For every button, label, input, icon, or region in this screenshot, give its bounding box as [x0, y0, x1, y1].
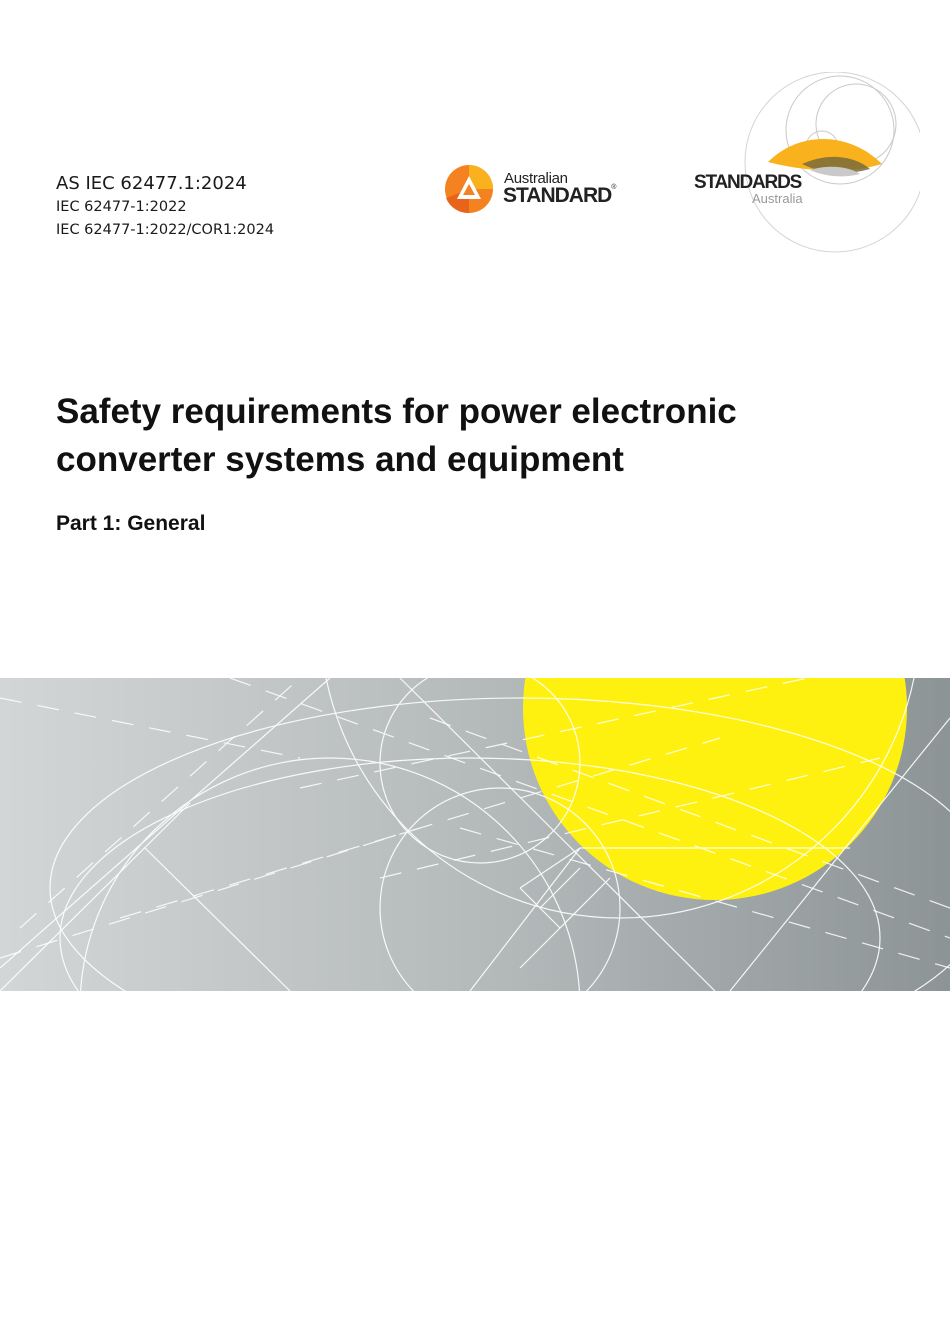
iec-number: IEC 62477-1:2022 [56, 199, 187, 215]
part-subtitle: Part 1: General [56, 512, 206, 535]
standard-number: AS IEC 62477.1:2024 [56, 173, 247, 194]
logo-word-standards: STANDARDS [694, 172, 802, 193]
title-line-2: converter systems and equipment [56, 440, 624, 479]
logo-word-australian: Australian [504, 170, 568, 187]
logo-word-australia: Australia [752, 191, 803, 206]
decorative-banner [0, 678, 950, 991]
logo-word-standard: STANDARD® [503, 184, 616, 207]
title-line-1: Safety requirements for power electronic [56, 392, 737, 431]
australian-standard-logo [444, 164, 634, 216]
standards-australia-logo [690, 72, 920, 282]
triangle-in-circle-icon [444, 164, 496, 216]
document-title [56, 388, 896, 484]
registered-mark: ® [611, 184, 616, 191]
document-identifiers [56, 172, 274, 242]
banner-graphic [0, 678, 950, 991]
iec-corrigendum-number: IEC 62477-1:2022/COR1:2024 [56, 222, 275, 238]
